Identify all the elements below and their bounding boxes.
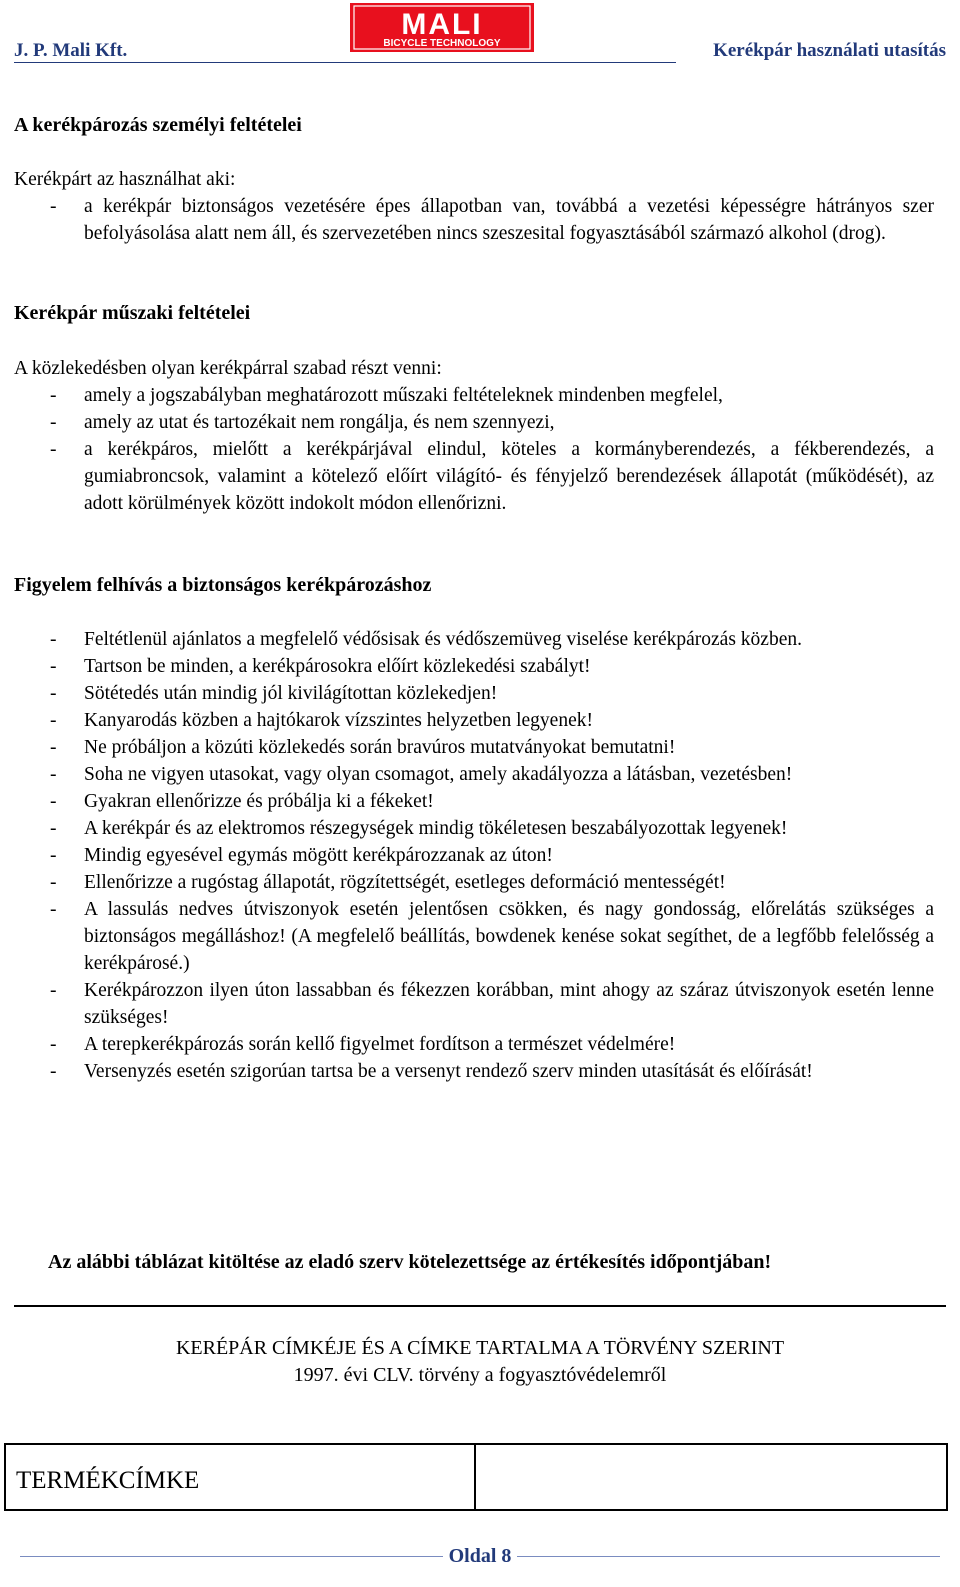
list-item: - Versenyzés esetén szigorúan tartsa be a versenyt rendező szerv minden utasítását és előírását! — [14, 1058, 934, 1085]
law-heading: KERÉPÁR CÍMKÉJE ÉS A CÍMKE TARTALMA A TÖRVÉNY SZERINT — [175, 1337, 785, 1359]
list-item: - Sötétedés után mindig jól kivilágítottan közlekedjen! — [14, 680, 934, 707]
list-item: - Ne próbáljon a közúti közlekedés során bravúros mutatványokat bemutatni! — [14, 734, 934, 761]
list-item: - Gyakran ellenőrizze és próbálja ki a fékeket! — [14, 788, 934, 815]
product-label-table — [4, 1443, 948, 1511]
section-intro-personal: Kerékpárt az használhat aki: — [14, 169, 236, 190]
section-title-personal: A kerékpározás személyi feltételei — [14, 114, 302, 136]
list-item: - Kanyarodás közben a hajtókarok vízszintes helyzetben legyenek! — [14, 707, 934, 734]
law-reference: 1997. évi CLV. törvény a fogyasztóvédelemről — [293, 1364, 667, 1386]
section-title-technical: Kerékpár műszaki feltételei — [14, 302, 251, 324]
list-item: - A kerékpár és az elektromos részegységek mindig tökéletesen beszabályozottak legyenek! — [14, 815, 934, 842]
list-item: - Mindig egyesével egymás mögött kerékpározzanak az úton! — [14, 842, 934, 869]
product-label-text: TERMÉKCÍMKE — [16, 1467, 200, 1494]
logo-sub-text: BICYCLE TECHNOLOGY — [383, 38, 501, 49]
product-label-value-cell[interactable] — [476, 1445, 946, 1509]
list-item: - Tartson be minden, a kerékpárosokra előírt közlekedési szabályt! — [14, 653, 934, 680]
logo-main-text: MALI — [401, 8, 483, 41]
list-item: - Ellenőrizze a rugóstag állapotát, rögzítettségét, esetleges deformáció mentességét! — [14, 869, 934, 896]
list-personal-conditions — [14, 193, 934, 247]
document-title: Kerékpár használati utasítás — [713, 40, 946, 61]
list-item: - Feltétlenül ajánlatos a megfelelő védősisak és védőszemüveg viselése kerékpározás közben. — [14, 626, 934, 653]
list-item: - Kerékpározzon ilyen úton lassabban és fékezzen korábban, mint ahogy az száraz útviszonyok esetén lenne szükséges! — [14, 977, 934, 1031]
list-item: - a kerékpár biztonságos vezetésére épes állapotban van, továbbá a vezetési képességre hátrányos szer befolyásolása alatt nem áll, és szervezetében nincs szeszesital fogyasztásából származó alkohol (drog). — [14, 193, 934, 247]
company-name: J. P. Mali Kft. — [14, 40, 128, 61]
section-title-safety: Figyelem felhívás a biztonságos kerékpározáshoz — [14, 574, 432, 596]
section-intro-technical: A közlekedésben olyan kerékpárral szabad részt venni: — [14, 358, 442, 379]
list-item: - amely az utat és tartozékait nem rongálja, és nem szennyezi, — [14, 409, 934, 436]
header-rule — [14, 62, 676, 63]
list-item: - A lassulás nedves útviszonyok esetén jelentősen csökken, és nagy gondosság, előrelátás szükséges a biztonságos megálláshoz! (A megfelelő beállítás, bowdenek kenése sokat segíthet, de a legfőbb felelősség a kerékpárosé.) — [14, 896, 934, 977]
page-number: Oldal 8 — [443, 1545, 518, 1567]
page-footer — [0, 1545, 960, 1568]
mali-logo — [350, 3, 534, 52]
separator-rule — [14, 1305, 946, 1307]
list-item: - A terepkerékpározás során kellő figyelmet fordítson a természet védelmére! — [14, 1031, 934, 1058]
list-item: - a kerékpáros, mielőtt a kerékpárjával elindul, köteles a kormányberendezés, a fékberendezés, a gumiabroncsok, valamint a kötelező előírt világító- és fényjelző berendezések állapotát (működését), az adott körülmények között indokolt módon ellenőrizni. — [14, 436, 934, 517]
list-safety-tips — [14, 626, 934, 1085]
list-item: - Soha ne vigyen utasokat, vagy olyan csomagot, amely akadályozza a látásban, vezetésben! — [14, 761, 934, 788]
list-item: - amely a jogszabályban meghatározott műszaki feltételeknek mindenben megfelel, — [14, 382, 934, 409]
list-technical-conditions — [14, 382, 934, 517]
product-label-cell — [6, 1445, 476, 1509]
seller-notice: Az alábbi táblázat kitöltése az eladó szerv kötelezettsége az értékesítés időpontjában! — [48, 1251, 772, 1273]
